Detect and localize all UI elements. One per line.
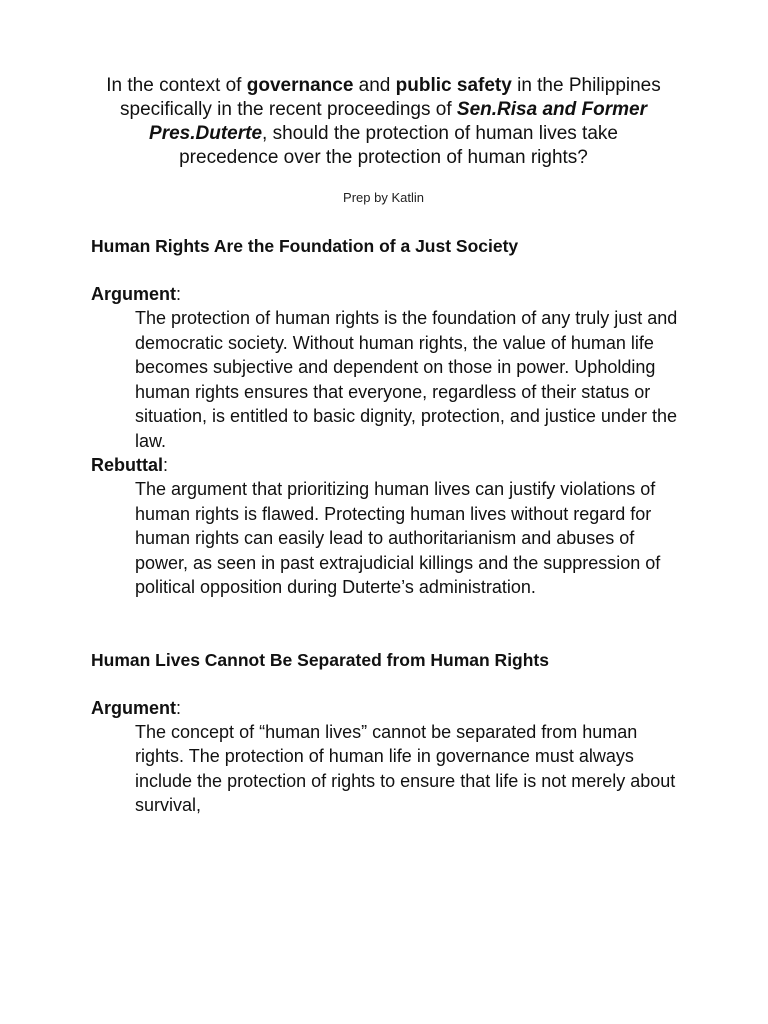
section-spacer — [91, 600, 676, 648]
question-text-1: In the context of — [106, 75, 247, 96]
question-text-4: , should the protection of human lives take precedence over the protection of human rights? — [179, 123, 618, 168]
section-2-argument-label — [91, 696, 676, 720]
section-2-argument-text: The concept of “human lives” cannot be separated from human rights. The protection of human life in governance must always include the protection of rights to ensure that life is not merely about survival, — [135, 721, 676, 815]
debate-question — [91, 74, 676, 170]
question-bold-governance: governance — [246, 75, 354, 96]
question-bold-italic-names: Sen.Risa and Former Pres.Duterte — [149, 99, 647, 144]
section-1-argument-text: The protection of human rights is the foundation of any truly just and democratic society. Without human rights, the value of human life becomes subjective and dependent on those in power. Upholding human rights ensures that everyone, regardless of their status or situation, is entitled to basic dignity, protection, and justice under the law. — [135, 308, 678, 451]
section-1-rebuttal-label — [91, 453, 676, 477]
prep-byline: Prep by Katlin — [343, 190, 424, 205]
question-text-2: and — [353, 75, 396, 96]
section-1-title: Human Rights Are the Foundation of a Just Society — [91, 236, 519, 256]
argument-label-colon: : — [176, 284, 182, 304]
section-1-argument-label — [91, 282, 676, 306]
rebuttal-label-colon: : — [163, 455, 169, 475]
section-2-title: Human Lives Cannot Be Separated from Human Rights — [91, 649, 549, 670]
question-text-3: in the Philippines specifically in the recent proceedings of — [120, 75, 661, 120]
argument-label-text: Argument — [91, 284, 176, 304]
argument-label-colon: : — [176, 697, 182, 718]
question-bold-public-safety: public safety — [395, 75, 512, 96]
section-1-rebuttal-text: The argument that prioritizing human lives can justify violations of human rights is flawed. Protecting human lives without regard for human rights can easily lead to authoritarianism and abuses of power, as seen in past extrajudicial killings and the suppression of political opposition during Duterte’s administration. — [135, 479, 661, 597]
rebuttal-label-text: Rebuttal — [91, 455, 163, 475]
argument-label-text: Argument — [91, 697, 176, 718]
